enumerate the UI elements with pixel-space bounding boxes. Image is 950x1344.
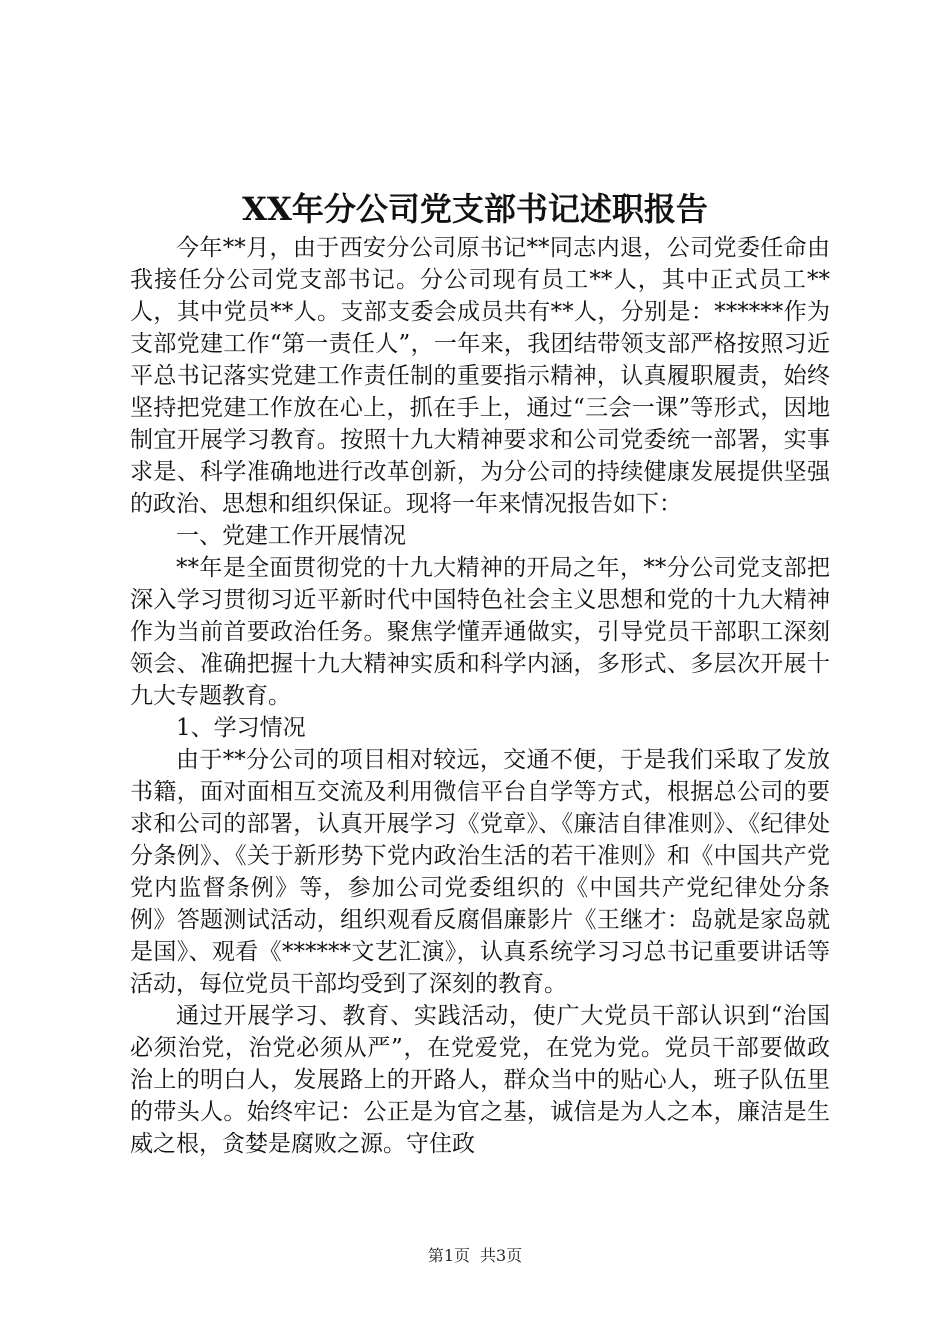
section-paragraph: **年是全面贯彻党的十九大精神的开局之年，**分公司党支部把深入学习贯彻习近平新时代中国特色社会主义思想和党的十九大精神作为当前首要政治任务。聚焦学懂弄通做实，引导党员干部职工深刻领会、准确把握十九大精神实质和科学内涵，多形式、多层次开展十九大专题教育。: [130, 555, 830, 709]
document-body: [130, 232, 830, 1160]
page-total: 共3页: [480, 1246, 523, 1265]
study-paragraph: 由于**分公司的项目相对较远，交通不便，于是我们采取了发放书籍，面对面相互交流及利用微信平台自学等方式，根据总公司的要求和公司的部署，认真开展学习《党章》、《廉洁自律准则》、《纪律处分条例》、《关于新形势下党内政治生活的若干准则》和《中国共产党党内监督条例》等，参加公司党委组织的《中国共产党纪律处分条例》答题测试活动，组织观看反腐倡廉影片《王继才：岛就是家岛就是国》、观看《******文艺汇演》，认真系统学习习总书记重要讲话等活动，每位党员干部均受到了深刻的教育。: [130, 747, 830, 997]
page-footer: [0, 1246, 950, 1266]
intro-paragraph: 今年**月，由于西安分公司原书记**同志内退，公司党委任命由我接任分公司党支部书记。分公司现有员工**人，其中正式员工**人，其中党员**人。支部支委会成员共有**人，分别是：******作为支部党建工作“第一责任人”，一年来，我团结带领支部严格按照习近平总书记落实党建工作责任制的重要指示精神，认真履职履责，始终坚持把党建工作放在心上，抓在手上，通过“三会一课”等形式，因地制宜开展学习教育。按照十九大精神要求和公司党委统一部署，实事求是、科学准确地进行改革创新，为分公司的持续健康发展提供坚强的政治、思想和组织保证。现将一年来情况报告如下：: [130, 235, 830, 517]
practice-paragraph: 通过开展学习、教育、实践活动，使广大党员干部认识到“治国必须治党，治党必须从严”，在党爱党，在党为党。党员干部要做政治上的明白人，发展路上的开路人，群众当中的贴心人，班子队伍里的带头人。始终牢记：公正是为官之基，诚信是为人之本，廉洁是生威之根，贪婪是腐败之源。守住政: [130, 1003, 830, 1157]
page-number: 第1页: [427, 1246, 470, 1265]
section-heading: 一、党建工作开展情况: [176, 523, 406, 549]
document-title: XX年分公司党支部书记述职报告: [242, 190, 708, 228]
subsection-heading: 1、学习情况: [176, 715, 306, 741]
